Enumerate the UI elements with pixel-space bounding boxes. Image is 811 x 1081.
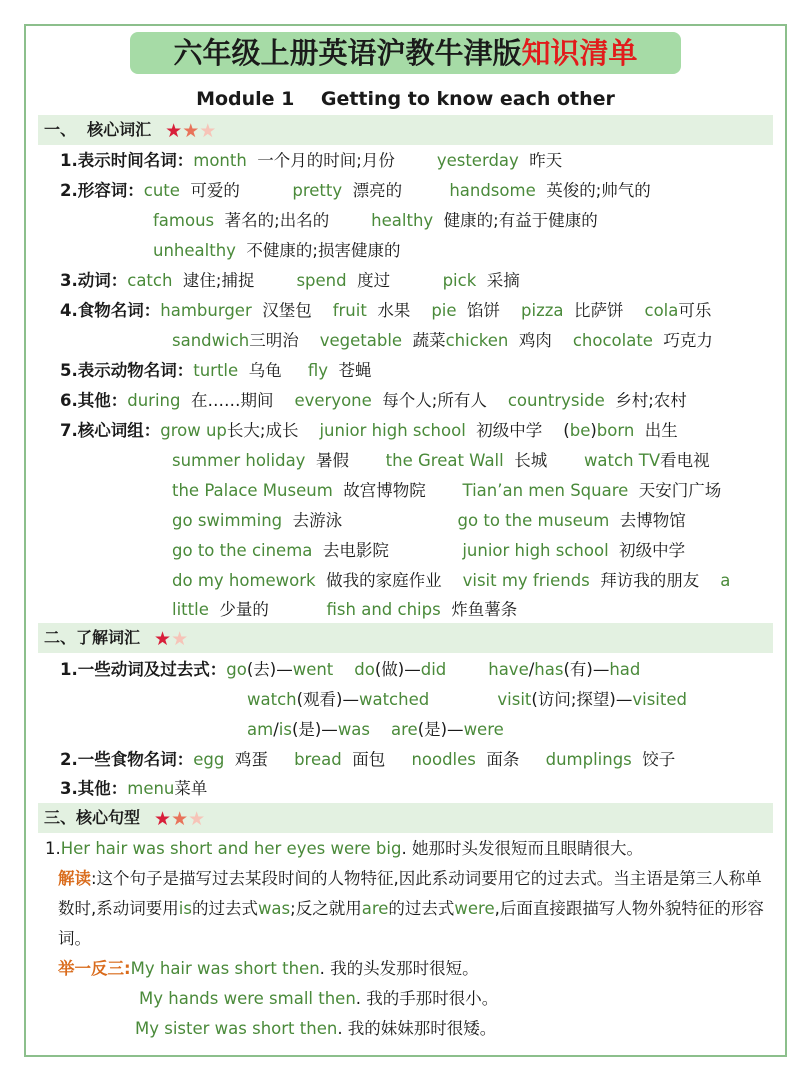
explanation-paragraph: [58, 864, 774, 954]
english-term: a: [720, 571, 731, 590]
english-term: pick: [442, 271, 477, 290]
chinese-text: /: [528, 660, 535, 679]
star-icon: ★: [182, 120, 200, 142]
chinese-text: [333, 660, 354, 679]
examples-label: 举一反三: [58, 959, 124, 978]
star-icon: ★: [154, 628, 172, 650]
category-label: 1.表示时间名词：: [60, 151, 194, 170]
english-term: pie: [431, 301, 457, 320]
english-term: was: [337, 720, 371, 739]
chinese-text: 可爱的: [179, 181, 293, 200]
vocab-line: [172, 510, 686, 532]
chinese-text: 苍蝇: [328, 361, 372, 380]
vocab-line: [172, 450, 710, 472]
chinese-text: 的过去式: [388, 899, 455, 918]
vocab-line: [60, 659, 640, 681]
half-star-icon: ★: [171, 628, 189, 650]
chinese-text: 汉堡包: [251, 301, 333, 320]
vocab-line: [60, 150, 562, 172]
english-term: went: [292, 660, 334, 679]
english-term: had: [609, 660, 641, 679]
english-term: were: [463, 720, 504, 739]
example-english: My sister was short then: [135, 1019, 338, 1038]
sentence-number: 1.: [45, 839, 61, 858]
category-label: 7.核心词组：: [60, 421, 161, 440]
english-term: go to the museum: [457, 511, 610, 530]
english-term: Tian’an men Square: [462, 481, 629, 500]
half-star-icon: ★: [188, 808, 206, 830]
chinese-text: [446, 660, 488, 679]
chinese-text: 水果: [366, 301, 432, 320]
english-term: unhealthy: [153, 241, 236, 260]
vocab-line: [247, 719, 504, 741]
star-icon: ★: [171, 808, 189, 830]
english-term: go swimming: [172, 511, 283, 530]
english-term: have: [488, 660, 529, 679]
example-line: [139, 988, 498, 1010]
chinese-text: 巧克力: [652, 331, 713, 350]
chinese-text: /: [273, 720, 279, 739]
vocab-line: [172, 330, 713, 352]
vocab-line: [172, 599, 517, 621]
chinese-text: (观看)—: [296, 690, 359, 709]
chinese-text: 逮住;捕捉: [172, 271, 297, 290]
english-term: watch TV: [583, 451, 661, 470]
chinese-text: ): [590, 421, 597, 440]
chinese-text: 面包: [341, 750, 412, 769]
english-term: countryside: [507, 391, 605, 410]
chinese-text: 初级中学 (: [465, 421, 570, 440]
english-term: famous: [153, 211, 215, 230]
section-label: 三、核心句型: [44, 808, 141, 827]
vocab-line: [60, 270, 520, 292]
english-term: cola: [644, 301, 679, 320]
chinese-text: 鸡肉: [508, 331, 573, 350]
english-term: bread: [294, 750, 342, 769]
chinese-text: 漂亮的: [342, 181, 450, 200]
chinese-text: 长城: [503, 451, 584, 470]
english-term: chicken: [445, 331, 509, 350]
chinese-text: 乡村;农村: [604, 391, 687, 410]
section-header-core-sentences: [38, 803, 773, 833]
example-english: My hair was short then: [130, 959, 320, 978]
chinese-text: (做)—: [374, 660, 421, 679]
vocab-line: [60, 778, 207, 800]
english-term: be: [569, 421, 591, 440]
explanation-label: 解读: [58, 869, 91, 888]
english-term: cute: [143, 181, 180, 200]
english-term: turtle: [193, 361, 239, 380]
rating-stars: [154, 625, 188, 655]
sentence-english: Her hair was short and her eyes were big: [60, 839, 402, 858]
chinese-text: :这个句子是描写过去某段时间的人物特征,因此系动词要用它的过去式。当主语是第三人称单数时,系动词要用: [58, 869, 762, 918]
vocab-line: [60, 180, 651, 202]
chinese-text: 不健康的;损害健康的: [235, 241, 401, 260]
english-term: visit my friends: [462, 571, 590, 590]
english-term: was: [257, 899, 291, 918]
english-term: go to the cinema: [172, 541, 313, 560]
chinese-text: 每个人;所有人: [371, 391, 508, 410]
chinese-text: (是)—: [417, 720, 464, 739]
english-term: visited: [632, 690, 687, 709]
chinese-text: 做我的家庭作业: [315, 571, 463, 590]
english-term: yesterday: [436, 151, 519, 170]
english-term: has: [534, 660, 564, 679]
english-term: sandwich: [172, 331, 250, 350]
chinese-text: 去游泳: [282, 511, 458, 530]
chinese-text: [429, 690, 497, 709]
vocab-line: [60, 300, 711, 322]
english-term: month: [193, 151, 247, 170]
example-english: My hands were small then: [139, 989, 356, 1008]
vocab-line: [172, 540, 685, 562]
english-term: fruit: [332, 301, 367, 320]
english-term: do my homework: [172, 571, 316, 590]
english-term: pretty: [292, 181, 343, 200]
english-term: junior high school: [462, 541, 609, 560]
category-label: 3.其他：: [60, 779, 128, 798]
example-line: [135, 1018, 496, 1040]
page-title: [130, 32, 681, 74]
english-term: junior high school: [319, 421, 466, 440]
english-term: vegetable: [319, 331, 403, 350]
example-chinese: . 我的手那时很小。: [355, 989, 499, 1008]
chinese-text: ,后面直接跟描写人物外貌特征的形容词。: [58, 899, 764, 948]
chinese-text: [370, 720, 391, 739]
chinese-text: 暑假: [305, 451, 386, 470]
english-term: hamburger: [160, 301, 252, 320]
example-chinese: . 我的头发那时很短。: [319, 959, 479, 978]
category-label: 1.一些动词及过去式：: [60, 660, 227, 679]
english-term: the Palace Museum: [172, 481, 333, 500]
section-header-know-vocab: [38, 623, 773, 653]
chinese-text: (是)—: [291, 720, 338, 739]
vocab-line: [153, 210, 598, 232]
chinese-text: 昨天: [518, 151, 563, 170]
category-label: 3.动词：: [60, 271, 128, 290]
chinese-text: 看电视: [660, 451, 710, 470]
chinese-text: 去电影院: [312, 541, 463, 560]
chinese-text: 初级中学: [608, 541, 686, 560]
title-main: 六年级上册英语沪教牛津版: [173, 36, 522, 70]
english-term: dumplings: [545, 750, 632, 769]
chinese-text: 面条: [475, 750, 546, 769]
chinese-text: 出生: [634, 421, 678, 440]
category-label: 5.表示动物名词：: [60, 361, 194, 380]
chinese-text: (去)—: [246, 660, 293, 679]
english-term: spend: [296, 271, 347, 290]
english-term: chocolate: [572, 331, 653, 350]
chinese-text: 去博物馆: [609, 511, 686, 530]
chinese-text: 故宫博物院: [332, 481, 463, 500]
section-label: 二、了解词汇: [44, 628, 141, 647]
english-term: during: [127, 391, 181, 410]
chinese-text: 天安门广场: [628, 481, 722, 500]
chinese-text: 著名的;出名的: [214, 211, 372, 230]
chinese-text: ;反之就用: [290, 899, 362, 918]
chinese-text: 可乐: [678, 301, 712, 320]
english-term: did: [420, 660, 447, 679]
star-icon: ★: [165, 120, 183, 142]
english-term: handsome: [449, 181, 536, 200]
core-sentence: [45, 838, 643, 860]
chinese-text: 比萨饼: [563, 301, 645, 320]
english-term: grow up: [160, 421, 227, 440]
module-heading: Module 1 Getting to know each other: [196, 88, 615, 110]
explanation-text: [58, 869, 764, 948]
english-term: fish and chips: [326, 600, 441, 619]
english-term: pizza: [521, 301, 564, 320]
chinese-text: 炸鱼薯条: [440, 600, 518, 619]
vocab-line: [172, 480, 721, 502]
chinese-text: (访问;探望)—: [531, 690, 633, 709]
english-term: born: [596, 421, 635, 440]
rating-stars: [154, 805, 205, 835]
category-label: 2.一些食物名词：: [60, 750, 194, 769]
chinese-text: 菜单: [174, 779, 208, 798]
category-label: 4.食物名词：: [60, 301, 161, 320]
english-term: little: [172, 600, 209, 619]
section-header-core-vocab: [38, 115, 773, 145]
rating-stars: [165, 117, 216, 147]
english-term: watched: [358, 690, 430, 709]
english-term: go: [226, 660, 247, 679]
chinese-text: 三明治: [249, 331, 320, 350]
chinese-text: (有)—: [563, 660, 610, 679]
english-term: were: [454, 899, 495, 918]
chinese-text: 蔬菜: [402, 331, 446, 350]
english-term: are: [361, 899, 389, 918]
chinese-text: 鸡蛋: [224, 750, 295, 769]
chinese-text: 采摘: [476, 271, 520, 290]
sentence-chinese: . 她那时头发很短而且眼睛很大。: [401, 839, 643, 858]
english-term: menu: [127, 779, 175, 798]
english-term: is: [278, 720, 292, 739]
section-label: 一、 核心词汇: [44, 120, 152, 139]
chinese-text: 长大;成长: [226, 421, 320, 440]
example-chinese: . 我的妹妹那时很矮。: [337, 1019, 497, 1038]
english-term: the Great Wall: [385, 451, 504, 470]
half-star-icon: ★: [199, 120, 217, 142]
english-term: egg: [193, 750, 225, 769]
category-label: 2.形容词：: [60, 181, 144, 200]
vocab-line: [60, 420, 678, 442]
english-term: watch: [247, 690, 297, 709]
star-icon: ★: [154, 808, 172, 830]
english-term: fly: [307, 361, 329, 380]
english-term: everyone: [294, 391, 372, 410]
chinese-text: 英俊的;帅气的: [535, 181, 651, 200]
chinese-text: 少量的: [208, 600, 327, 619]
vocab-line: [247, 689, 687, 711]
example-line: 举一反三:My hair was short then. 我的头发那时很短。: [58, 959, 479, 978]
english-term: is: [178, 899, 192, 918]
category-label: 6.其他：: [60, 391, 128, 410]
chinese-text: 在……期间: [180, 391, 295, 410]
english-term: healthy: [371, 211, 434, 230]
vocab-line: [60, 749, 675, 771]
english-term: are: [391, 720, 418, 739]
chinese-text: 度过: [346, 271, 443, 290]
vocab-line: [153, 240, 400, 262]
vocab-line: [60, 390, 687, 412]
english-term: am: [247, 720, 274, 739]
english-term: catch: [127, 271, 173, 290]
chinese-text: 拜访我的朋友: [589, 571, 721, 590]
chinese-text: 饺子: [631, 750, 676, 769]
chinese-text: 乌龟: [238, 361, 308, 380]
title-highlight: 知识清单: [521, 36, 638, 70]
english-term: visit: [497, 690, 532, 709]
chinese-text: 健康的;有益于健康的: [433, 211, 598, 230]
chinese-text: 馅饼: [456, 301, 522, 320]
vocab-line: [172, 570, 730, 592]
english-term: summer holiday: [172, 451, 306, 470]
chinese-text: 的过去式: [191, 899, 258, 918]
english-term: do: [354, 660, 375, 679]
english-term: noodles: [411, 750, 476, 769]
chinese-text: 一个月的时间;月份: [246, 151, 437, 170]
vocab-line: [60, 360, 372, 382]
